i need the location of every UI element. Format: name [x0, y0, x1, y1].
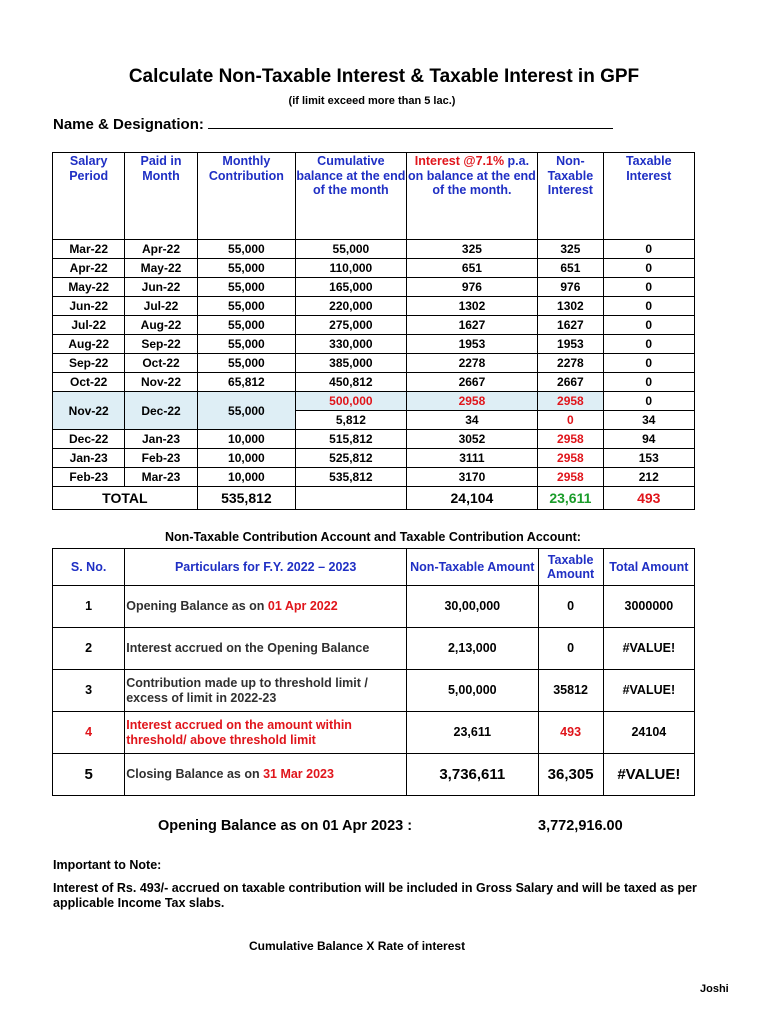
cell-balance: 525,812 — [296, 449, 407, 468]
total-interest: 24,104 — [406, 487, 538, 510]
cell-sno: 3 — [53, 670, 125, 712]
cell-contribution: 55,000 — [197, 335, 295, 354]
cell-contribution: 55,000 — [197, 240, 295, 259]
header-non-taxable-amount: Non-Taxable Amount — [407, 549, 538, 586]
cell-salary: Feb-23 — [53, 468, 125, 487]
table-header-row — [53, 153, 695, 240]
cell-non-taxable: 2958 — [538, 449, 603, 468]
table-row — [53, 335, 695, 354]
cell-salary: Dec-22 — [53, 430, 125, 449]
cell-contribution: 55,000 — [197, 392, 295, 430]
header-non-taxable: Non-Taxable Interest — [538, 153, 603, 240]
cell-paid: Jun-22 — [125, 278, 197, 297]
cell-contribution: 10,000 — [197, 468, 295, 487]
interest-header-text: p.a. on balance at the end of the month. — [408, 154, 536, 197]
cell-total: 3000000 — [603, 586, 694, 628]
accounts-row — [53, 586, 695, 628]
opening-balance-value: 3,772,916.00 — [538, 818, 623, 834]
cell-interest: 1953 — [406, 335, 538, 354]
formula-text: Cumulative Balance X Rate of interest — [249, 939, 466, 953]
accounts-row — [53, 670, 695, 712]
table-row — [53, 449, 695, 468]
cell-balance: 110,000 — [296, 259, 407, 278]
header-cumulative-balance: Cumulative balance at the end of the month — [296, 153, 407, 240]
cell-sno: 2 — [53, 628, 125, 670]
header-salary-period: Salary Period — [53, 153, 125, 240]
cell-salary: Apr-22 — [53, 259, 125, 278]
cell-paid: Nov-22 — [125, 373, 197, 392]
cell-interest: 651 — [406, 259, 538, 278]
cell-taxable: 0 — [603, 335, 694, 354]
note-heading: Important to Note: — [53, 858, 162, 872]
cell-tx: 36,305 — [538, 754, 603, 796]
name-designation — [53, 114, 613, 133]
accounts-title: Non-Taxable Contribution Account and Taxable Contribution Account: — [165, 530, 581, 544]
cell-paid: Aug-22 — [125, 316, 197, 335]
header-taxable-amount: Taxable Amount — [538, 549, 603, 586]
particulars-date: 01 Apr 2022 — [267, 599, 338, 613]
cell-interest: 325 — [406, 240, 538, 259]
accounts-row — [53, 628, 695, 670]
cell-sno: 5 — [53, 754, 125, 796]
cell-taxable: 0 — [603, 240, 694, 259]
cell-paid: Sep-22 — [125, 335, 197, 354]
header-total-amount: Total Amount — [603, 549, 694, 586]
cell-non-taxable: 0 — [538, 411, 603, 430]
cell-tx: 35812 — [538, 670, 603, 712]
cell-non-taxable: 2958 — [538, 430, 603, 449]
page-title: Calculate Non-Taxable Interest & Taxable Interest in GPF — [128, 66, 640, 87]
table-row — [53, 373, 695, 392]
cell-taxable: 212 — [603, 468, 694, 487]
cell-particulars — [125, 754, 407, 796]
cell-paid: Mar-23 — [125, 468, 197, 487]
header-monthly-contribution: Monthly Contribution — [197, 153, 295, 240]
cell-salary: Jan-23 — [53, 449, 125, 468]
cell-contribution: 55,000 — [197, 316, 295, 335]
cell-non-taxable: 2278 — [538, 354, 603, 373]
total-non-taxable: 23,611 — [538, 487, 603, 510]
cell-interest: 34 — [406, 411, 538, 430]
cell-contribution: 55,000 — [197, 354, 295, 373]
accounts-row — [53, 712, 695, 754]
cell-balance: 55,000 — [296, 240, 407, 259]
accounts-row — [53, 754, 695, 796]
cell-interest: 2667 — [406, 373, 538, 392]
cell-paid: Oct-22 — [125, 354, 197, 373]
interest-rate-label: Interest @7.1% — [414, 154, 505, 168]
table-row — [53, 354, 695, 373]
name-designation-label: Name & Designation: — [53, 116, 204, 133]
cell-nt: 5,00,000 — [407, 670, 538, 712]
cell-taxable: 0 — [603, 392, 694, 411]
cell-balance: 515,812 — [296, 430, 407, 449]
cell-interest: 1627 — [406, 316, 538, 335]
cell-salary: Mar-22 — [53, 240, 125, 259]
cell-non-taxable: 1953 — [538, 335, 603, 354]
header-sno: S. No. — [53, 549, 125, 586]
cell-interest: 3052 — [406, 430, 538, 449]
cell-taxable: 0 — [603, 297, 694, 316]
cell-interest: 1302 — [406, 297, 538, 316]
cell-contribution: 10,000 — [197, 430, 295, 449]
cell-total: 24104 — [603, 712, 694, 754]
cell-non-taxable: 2958 — [538, 392, 603, 411]
particulars-text: Closing Balance as on — [126, 767, 264, 781]
name-line — [208, 114, 613, 129]
interest-table — [52, 152, 695, 510]
cell-nt: 30,00,000 — [407, 586, 538, 628]
total-row — [53, 487, 695, 510]
cell-sno: 1 — [53, 586, 125, 628]
cell-taxable: 0 — [603, 373, 694, 392]
cell-nt: 2,13,000 — [407, 628, 538, 670]
cell-balance: 330,000 — [296, 335, 407, 354]
particulars-text: Opening Balance as on — [126, 599, 268, 613]
table-row — [53, 468, 695, 487]
table-row — [53, 259, 695, 278]
cell-interest: 976 — [406, 278, 538, 297]
cell-non-taxable: 325 — [538, 240, 603, 259]
total-contribution: 535,812 — [197, 487, 295, 510]
accounts-header-row — [53, 549, 695, 586]
cell-particulars — [125, 586, 407, 628]
cell-balance: 385,000 — [296, 354, 407, 373]
cell-interest: 2278 — [406, 354, 538, 373]
cell-sno: 4 — [53, 712, 125, 754]
cell-nt: 23,611 — [407, 712, 538, 754]
cell-balance: 275,000 — [296, 316, 407, 335]
cell-balance: 5,812 — [296, 411, 407, 430]
cell-salary: Jun-22 — [53, 297, 125, 316]
header-paid-in-month: Paid in Month — [125, 153, 197, 240]
particulars-date: 31 Mar 2023 — [263, 767, 334, 781]
cell-balance: 450,812 — [296, 373, 407, 392]
cell-contribution: 55,000 — [197, 259, 295, 278]
cell-tx: 0 — [538, 628, 603, 670]
particulars-text: Contribution made up to threshold limit / excess of limit in 2022-23 — [126, 675, 368, 705]
page-subtitle: (if limit exceed more than 5 lac.) — [288, 95, 456, 107]
cell-non-taxable: 2667 — [538, 373, 603, 392]
cell-contribution: 55,000 — [197, 278, 295, 297]
cell-salary: May-22 — [53, 278, 125, 297]
cell-contribution: 65,812 — [197, 373, 295, 392]
cell-paid: Dec-22 — [125, 392, 197, 430]
cell-interest: 2958 — [406, 392, 538, 411]
accounts-table — [52, 548, 695, 796]
cell-paid: Apr-22 — [125, 240, 197, 259]
cell-contribution: 55,000 — [197, 297, 295, 316]
cell-particulars — [125, 628, 407, 670]
cell-taxable: 0 — [603, 259, 694, 278]
cell-balance: 535,812 — [296, 468, 407, 487]
particulars-text: Interest accrued on the Opening Balance — [126, 641, 370, 655]
cell-balance: 165,000 — [296, 278, 407, 297]
cell-non-taxable: 976 — [538, 278, 603, 297]
cell-total: #VALUE! — [603, 670, 694, 712]
table-row — [53, 297, 695, 316]
particulars-text: Interest accrued on the amount within threshold/ above threshold limit — [126, 717, 352, 747]
table-row-split-a — [53, 392, 695, 411]
cell-taxable: 0 — [603, 316, 694, 335]
cell-salary: Sep-22 — [53, 354, 125, 373]
cell-salary: Aug-22 — [53, 335, 125, 354]
table-row — [53, 240, 695, 259]
cell-non-taxable: 1302 — [538, 297, 603, 316]
cell-paid: Feb-23 — [125, 449, 197, 468]
cell-tx: 493 — [538, 712, 603, 754]
cell-taxable: 153 — [603, 449, 694, 468]
cell-non-taxable: 1627 — [538, 316, 603, 335]
cell-contribution: 10,000 — [197, 449, 295, 468]
cell-nt: 3,736,611 — [407, 754, 538, 796]
table-row — [53, 316, 695, 335]
cell-non-taxable: 651 — [538, 259, 603, 278]
cell-taxable: 94 — [603, 430, 694, 449]
cell-salary: Oct-22 — [53, 373, 125, 392]
total-empty — [296, 487, 407, 510]
cell-particulars — [125, 670, 407, 712]
total-label: TOTAL — [53, 487, 198, 510]
cell-salary: Nov-22 — [53, 392, 125, 430]
note-text: Interest of Rs. 493/- accrued on taxable contribution will be included in Gross Salary and will be taxed as per applicable Income Tax slabs. — [53, 881, 697, 910]
cell-taxable: 34 — [603, 411, 694, 430]
cell-total: #VALUE! — [603, 628, 694, 670]
header-interest — [406, 153, 538, 240]
cell-particulars — [125, 712, 407, 754]
cell-paid: Jul-22 — [125, 297, 197, 316]
cell-balance: 220,000 — [296, 297, 407, 316]
cell-total: #VALUE! — [603, 754, 694, 796]
table-row — [53, 430, 695, 449]
cell-taxable: 0 — [603, 278, 694, 297]
table-row — [53, 278, 695, 297]
author-name: Joshi — [700, 983, 729, 995]
cell-balance: 500,000 — [296, 392, 407, 411]
cell-taxable: 0 — [603, 354, 694, 373]
opening-balance-label: Opening Balance as on 01 Apr 2023 : — [158, 818, 413, 834]
cell-interest: 3111 — [406, 449, 538, 468]
cell-interest: 3170 — [406, 468, 538, 487]
cell-paid: Jan-23 — [125, 430, 197, 449]
header-taxable: Taxable Interest — [603, 153, 694, 240]
cell-paid: May-22 — [125, 259, 197, 278]
cell-salary: Jul-22 — [53, 316, 125, 335]
header-particulars: Particulars for F.Y. 2022 – 2023 — [125, 549, 407, 586]
total-taxable: 493 — [603, 487, 694, 510]
cell-tx: 0 — [538, 586, 603, 628]
cell-non-taxable: 2958 — [538, 468, 603, 487]
